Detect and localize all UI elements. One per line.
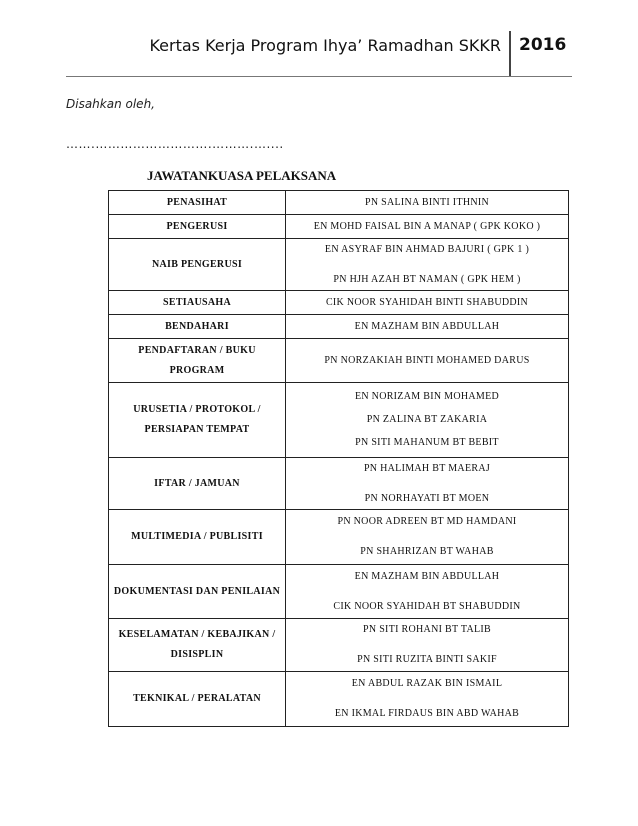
role-cell: NAIB PENGERUSI bbox=[109, 239, 286, 291]
member-name: PN SITI RUZITA BINTI SAKIF bbox=[357, 654, 497, 665]
table-row bbox=[109, 339, 569, 383]
role-cell: IFTAR / JAMUAN bbox=[109, 458, 286, 510]
member-name: EN MAZHAM BIN ABDULLAH bbox=[354, 570, 500, 582]
member-name: EN ABDUL RAZAK BIN ISMAIL bbox=[351, 678, 503, 689]
table-row bbox=[109, 672, 569, 727]
page-header bbox=[0, 0, 638, 80]
members-cell bbox=[286, 510, 569, 565]
table-row bbox=[109, 619, 569, 672]
role-cell: PENDAFTARAN / BUKU PROGRAM bbox=[109, 339, 286, 383]
role-cell: URUSETIA / PROTOKOL / PERSIAPAN TEMPAT bbox=[109, 383, 286, 458]
header-divider bbox=[509, 31, 511, 77]
member-name: PN HALIMAH BT MAERAJ bbox=[363, 462, 491, 474]
members-cell bbox=[286, 191, 569, 215]
member-name: PN NOOR ADREEN BT MD HAMDANI bbox=[337, 516, 517, 527]
role-cell: KESELAMATAN / KEBAJIKAN / DISISPLIN bbox=[109, 619, 286, 672]
members-cell bbox=[286, 339, 569, 383]
role-cell: SETIAUSAHA bbox=[109, 291, 286, 315]
members-cell bbox=[286, 458, 569, 510]
table-row bbox=[109, 458, 569, 510]
member-name: EN IKMAL FIRDAUS BIN ABD WAHAB bbox=[334, 708, 520, 719]
table-row bbox=[109, 191, 569, 215]
member-name: EN NORIZAM BIN MOHAMED bbox=[354, 391, 500, 402]
table-row bbox=[109, 291, 569, 315]
members-cell bbox=[286, 619, 569, 672]
role-cell: TEKNIKAL / PERALATAN bbox=[109, 672, 286, 727]
approval-label: Disahkan oleh, bbox=[66, 97, 155, 111]
signature-line: …….……………………….……….….... bbox=[66, 137, 284, 151]
table-row bbox=[109, 215, 569, 239]
header-rule bbox=[66, 76, 572, 77]
table-row bbox=[109, 315, 569, 339]
table-row bbox=[109, 565, 569, 619]
members-cell bbox=[286, 315, 569, 339]
members-cell bbox=[286, 383, 569, 458]
member-name: PN HJH AZAH BT NAMAN ( GPK HEM ) bbox=[333, 273, 521, 285]
table-row bbox=[109, 510, 569, 565]
role-cell: PENASIHAT bbox=[109, 191, 286, 215]
member-name: PN ZALINA BT ZAKARIA bbox=[366, 414, 488, 425]
member-name: EN ASYRAF BIN AHMAD BAJURI ( GPK 1 ) bbox=[324, 243, 530, 255]
table-row bbox=[109, 239, 569, 291]
members-cell bbox=[286, 215, 569, 239]
committee-table bbox=[108, 190, 569, 727]
document-title: Kertas Kerja Program Ihya’ Ramadhan SKKR bbox=[149, 36, 501, 55]
member-name: EN MAZHAM BIN ABDULLAH bbox=[354, 320, 500, 332]
member-name: PN NORZAKIAH BINTI MOHAMED DARUS bbox=[324, 354, 530, 366]
member-name: CIK NOOR SYAHIDAH BINTI SHABUDDIN bbox=[325, 296, 529, 308]
table-row bbox=[109, 383, 569, 458]
role-cell: MULTIMEDIA / PUBLISITI bbox=[109, 510, 286, 565]
members-cell bbox=[286, 565, 569, 619]
members-cell bbox=[286, 239, 569, 291]
committee-title: JAWATANKUASA PELAKSANA bbox=[147, 168, 337, 183]
document-year: 2016 bbox=[519, 35, 567, 55]
member-name: PN SHAHRIZAN BT WAHAB bbox=[360, 546, 494, 557]
member-name: PN SITI MAHANUM BT BEBIT bbox=[355, 437, 499, 448]
member-name: PN NORHAYATI BT MOEN bbox=[364, 492, 490, 504]
role-cell: DOKUMENTASI DAN PENILAIAN bbox=[109, 565, 286, 619]
member-name: PN SALINA BINTI ITHNIN bbox=[364, 196, 490, 208]
role-cell: BENDAHARI bbox=[109, 315, 286, 339]
members-cell bbox=[286, 672, 569, 727]
member-name: CIK NOOR SYAHIDAH BT SHABUDDIN bbox=[333, 600, 521, 612]
role-cell: PENGERUSI bbox=[109, 215, 286, 239]
members-cell bbox=[286, 291, 569, 315]
member-name: EN MOHD FAISAL BIN A MANAP ( GPK KOKO ) bbox=[313, 220, 541, 232]
member-name: PN SITI ROHANI BT TALIB bbox=[363, 624, 491, 635]
